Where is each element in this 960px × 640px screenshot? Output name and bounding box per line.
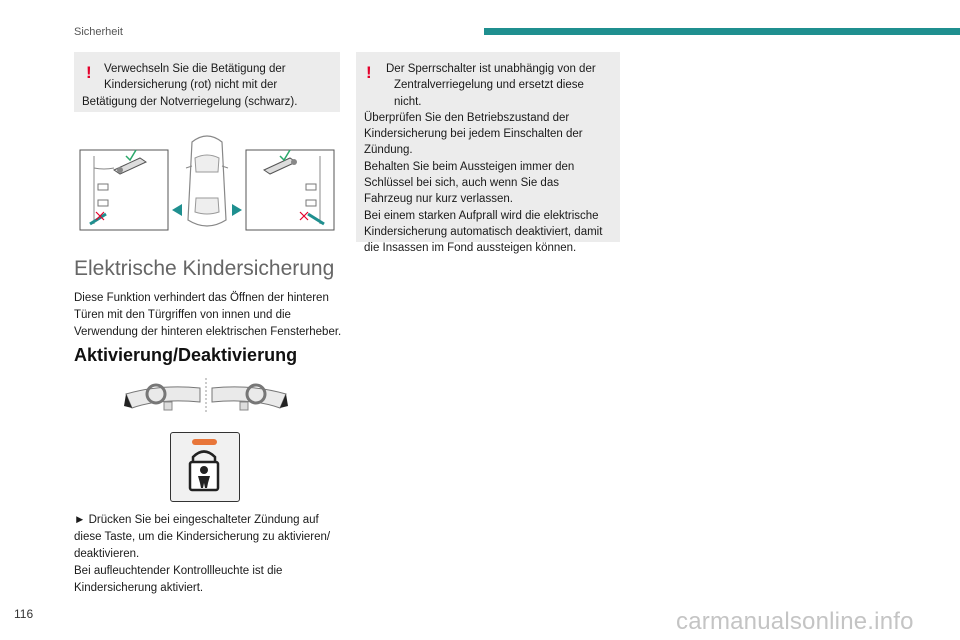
child-lock-icon [190,452,218,491]
note-right-para2: Überprüfen Sie den Betriebszustand der Kindersicherung bei jedem Einschalten der Zündung. [364,111,583,157]
watermark: carmanualsonline.info [676,608,914,635]
note-box-left [74,52,340,112]
step-1: ► Drücken Sie bei eingeschalteter Zündung auf diese Taste, um die Kindersicherung zu aktivieren/ deaktivieren. [74,514,331,560]
steering-wheel-illustration [120,376,292,416]
page-number: 116 [14,607,34,621]
note-left-line1: Verwechseln Sie die Betätigung der [104,63,286,75]
warning-icon: ! [366,63,372,82]
warning-icon: ! [86,63,92,82]
header-accent-bar [484,28,960,35]
subsection-title: Aktivierung/Deaktivierung [74,345,298,365]
section-title: Elektrische Kindersicherung [74,257,335,280]
note-box-right [356,52,620,255]
header-section-label: Sicherheit [74,26,123,38]
child-lock-button-illustration [170,432,240,502]
section-body: Diese Funktion verhindert das Öffnen der hinteren Türen mit den Türgriffen von innen und die Verwendung der hinteren elektrischen Fensterheber. [74,292,342,338]
step-instructions [74,512,344,597]
note-right-line2: Zentralverriegelung und ersetzt diese nicht. [394,79,584,108]
note-right-para4: Bei einem starken Aufprall wird die elektrische Kindersicherung automatisch deaktiviert, damit die Insassen im Fond aussteigen können. [364,209,603,255]
note-right-para3: Behalten Sie beim Aussteigen immer den Schlüssel bei sich, auch wenn Sie das Fahrzeug nur kurz verlassen. [364,160,575,206]
note-left-line3: Betätigung der Notverriegelung (schwarz). [82,95,298,108]
door-lock-illustration [74,128,340,234]
note-right-line1: Der Sperrschalter ist unabhängig von der [386,63,596,75]
step-2: Bei aufleuchtender Kontrollleuchte ist die Kindersicherung aktiviert. [74,565,283,594]
note-left-line2: Kindersicherung (rot) nicht mit der [104,79,278,92]
